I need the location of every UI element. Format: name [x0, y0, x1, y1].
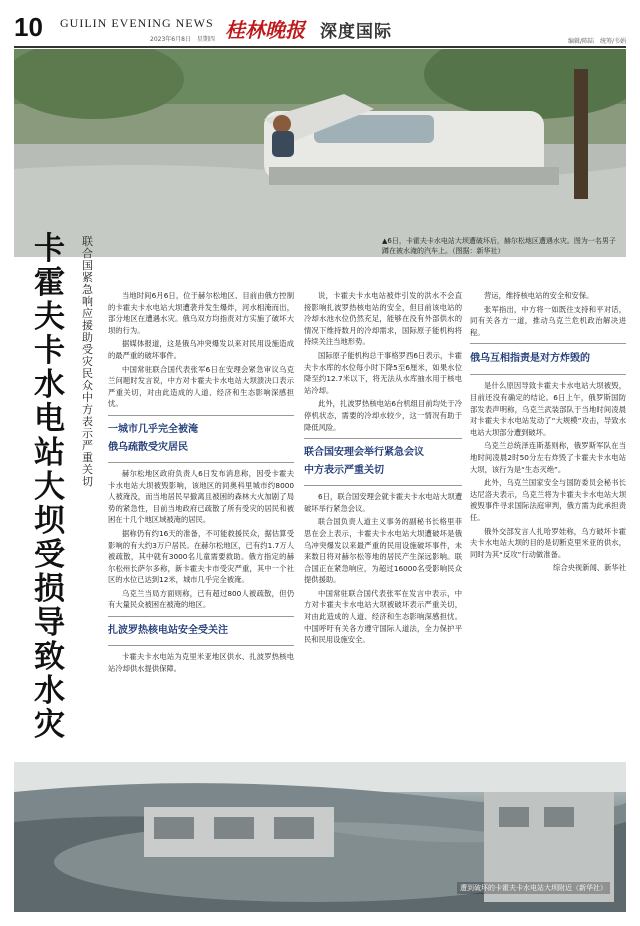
flood-photo-bottom — [14, 762, 626, 912]
article-column-3 — [470, 290, 626, 574]
issue-date: 2023年6月8日 星期四 — [150, 36, 215, 43]
page-header — [0, 0, 640, 48]
flood-photo-illustration — [14, 49, 626, 257]
subsection-title: 扎波罗热核电站安全受关注 — [108, 625, 228, 637]
paragraph: 6日，联合国安理会就卡霍夫卡水电站大坝遭破坏举行紧急会议。 — [304, 492, 462, 513]
paragraph: 联合国负责人道主义事务的副秘书长格里菲思在会上表示，卡霍夫卡水电站大坝遭破坏是俄乌冲突爆发以来最严重的民用设施破坏事件，未来数日将对赫尔松等地的居民产生深远影响。联合国正在紧急响应，为超过16000名受影响民众提供援助。 — [304, 517, 462, 585]
paragraph: 赫尔松地区政府负责人6日发布消息称，因受卡霍夫卡水电站大坝被毁影响，该地区的同奥科里城市约8000人被淹没，而当地居民早撤离且被困的森林大火加剧了局势的紧急性，目前当地政府已疏散了所有受灾的居民和被困在十几个地区域被淹的居民。 — [108, 468, 294, 525]
paragraph: 俄外交部发言人扎哈罗娃称，乌方破坏卡霍夫卡水电站大坝的目的是切断克里米亚的供水，同时为其“反攻”行动做准备。 — [470, 526, 626, 559]
paragraph: 据称仍有约16天的准备，不可能救援民众，据估算受影响的有大约3万户居民。在赫尔松地区，已有约1.7万人被疏散，其中就有3000名儿童需要救助。俄方指定的赫尔松州长萨尔多称，新卡霍夫卡市受灾严重，其中一个社区的水位已达到12米，城市几乎完全被淹。 — [108, 528, 294, 585]
paragraph: 中国常驻联合国代表张军在发言中表示，中方对卡霍夫卡水电站大坝被破坏表示严重关切，对由此造成的人道、经济和生态影响深感担忧。中国呼吁有关各方遵守国际人道法，全力保护平民和民用设施安全。 — [304, 588, 462, 645]
paragraph: 此外，乌克兰国家安全与国防委员会秘书长达尼洛夫表示，乌克兰将为卡霍夫卡水电站大坝被毁事件寻求国际法庭审判，俄方需为此承担责任。 — [470, 478, 626, 522]
subsection-box — [108, 415, 294, 463]
subsection-title: 联合国安理会举行紧急会议 — [304, 447, 424, 459]
paragraph: 说，卡霍夫卡水电站被炸引发的洪水不会直接影响扎波罗热核电站的安全，但目前该电站的冷却水池水位仍然充足，能够在没有外部供水的情况下维持数月的冷却需求，国际原子能机构将持续关注当地形势。 — [304, 291, 462, 347]
paragraph: 卡霍夫卡水电站为克里米亚地区供水、扎波罗热核电站冷却供水提供保障。 — [108, 652, 294, 673]
flood-photo-top — [14, 49, 626, 257]
header-rule — [14, 46, 626, 48]
paper-logo: 桂林晚报 — [225, 18, 305, 42]
paragraph: 据媒体报道，这是俄乌冲突爆发以来对民用设施造成的最严重的破坏事件。 — [108, 339, 294, 360]
subsection-title: 俄乌互相指责是对方炸毁的 — [470, 353, 590, 365]
paragraph: 乌克兰总统泽连斯基则称，俄罗斯军队在当地时间凌晨2时50分左右炸毁了卡霍夫卡水电站大坝，该行为是“生态灭绝”。 — [470, 441, 626, 474]
paragraph: 是什么原因导致卡霍夫卡水电站大坝被毁，目前还没有确定的结论。6日上午，俄罗斯国防部发表声明称，乌克兰武装部队于当地时间凌晨对卡霍夫卡水电站发动了“大规模”攻击，导致水电站大坝部分遭到破坏。 — [470, 381, 626, 437]
editor-line: 编辑/陈陆 统筹/韦娟 — [567, 38, 626, 45]
subsection-box — [470, 343, 626, 375]
photo-caption-bottom: 遭到破坏的卡霍夫卡水电站大坝附近（新华社） — [457, 882, 610, 894]
byline: 综合央视新闻、新华社 — [553, 563, 626, 573]
subsection-title: 俄乌疏散受灾居民 — [108, 441, 188, 453]
subsection-box — [108, 616, 294, 646]
paper-name-en: GUILIN EVENING NEWS — [60, 16, 214, 30]
subsection-box — [304, 438, 462, 486]
photo-caption-top: ▲6日，卡霍夫卡水电站大坝遭破坏后，赫尔松地区遭遇水灾。图为一名男子蹲在被水淹的汽车上。（图据：新华社） — [382, 237, 616, 255]
subheadline: 联合国紧急响应援助受灾民众 中方表示严重关切 — [82, 235, 104, 488]
main-headline: 卡霍夫卡水电站大坝受损导致水灾 — [34, 231, 65, 743]
section-title: 深度国际 — [320, 22, 392, 42]
page-number: 10 — [14, 12, 43, 42]
paragraph: 张军指出，中方将一如既往支持和平对话，同有关各方一道，推动乌克兰危机政治解决进程。 — [470, 304, 626, 337]
subsection-title: 中方表示严重关切 — [304, 465, 384, 477]
paragraph: 国际原子能机构总干事格罗西6日表示，卡霍夫卡水库的水位每小时下降5至6厘米，如果水位降至约12.7米以下，将无法从水库抽水用于核电站冷却。 — [304, 350, 462, 395]
paragraph: 乌克兰当局方面则称，已有超过800人被疏散，但仍有大量民众被困在被淹的地区。 — [108, 588, 294, 610]
paragraph: 当地时间6月6日，位于赫尔松地区、目前由俄方控制的卡霍夫卡水电站大坝遭袭并发生爆炸，河水相淹而出，部分地区在遭遇水灾。俄乌双方均指责对方实施了破坏大坝的行为。 — [108, 291, 294, 335]
article-column-2 — [304, 290, 462, 648]
subsection-title: 一城市几乎完全被淹 — [108, 423, 198, 435]
paragraph: 营运，维持核电站的安全和安保。 — [484, 291, 594, 300]
article-column-1 — [108, 290, 294, 676]
paragraph: 中国常驻联合国代表张军6日在安理会紧急审议乌克兰问题时发言说，中方对卡霍夫卡水电站大坝溃决口表示严重关切，对由此造成的人道、经济和生态影响深感担忧。 — [108, 364, 294, 409]
paragraph: 此外，扎波罗热核电站6台机组目前均处于冷停机状态，需要的冷却水较少，这一情况有助于降低风险。 — [304, 399, 462, 432]
